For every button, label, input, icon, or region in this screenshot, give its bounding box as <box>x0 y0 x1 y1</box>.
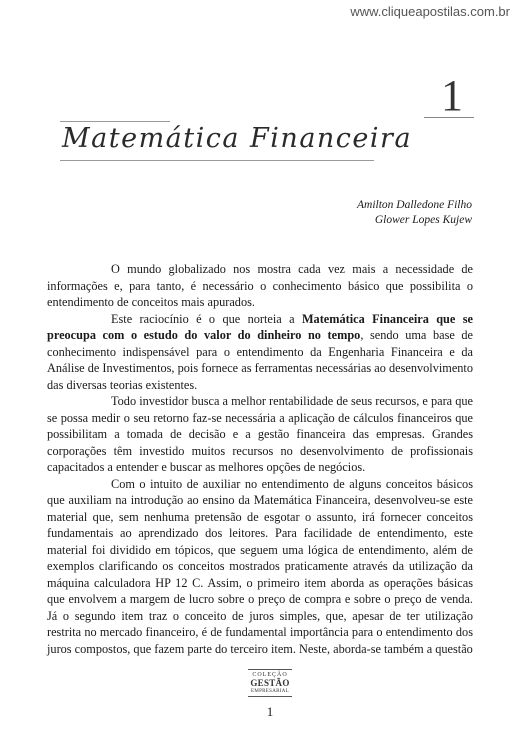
body-text <box>47 261 473 657</box>
chapter-number: 1 <box>441 71 463 120</box>
logo-rule <box>248 669 292 670</box>
page-number: 1 <box>266 704 274 719</box>
logo-line: EMPRESARIAL <box>250 689 290 694</box>
paragraph: O mundo globalizado nos mostra cada vez mais a necessidade de informações e, para tanto, é necessário o conhecimento básico que possibilita o entendimento de conceitos mais apurados. <box>47 262 473 309</box>
site-url[interactable]: www.cliqueapostilas.com.br <box>350 4 510 19</box>
paragraph: Com o intuito de auxiliar no entendimento de alguns conceitos básicos que auxiliam na introdução ao ensino da Matemática Financeira, desenvolveu-se este material que, sem nenhuma pretensão de esgotar o assunto, irá fornecer conceitos fundamentais ao aprendizado dos leitores. Para facilidade de entendimento, este material foi dividido em tópicos, que seguem uma lógica de entendimento, além de exemplos clarificando os conceitos mostrados praticamente através da utilização da máquina calculadora HP 12 C. Assim, o primeiro item aborda as operações básicas que envolvem a margem de lucro sobre o preço de compra e sobre o preço de venda. Já o segundo item traz o conceito de juros simples, que, apesar de ter utilização restrita no mercado financeiro, é de fundamental importância para o entendimento dos juros compostos, que fazem parte do terceiro item. Neste, aborda-se também a questão <box>47 476 473 656</box>
paragraph-text: Este raciocínio é o que norteia a <box>111 311 302 326</box>
chapter-number-rule <box>424 117 474 118</box>
logo-line: GESTÃO <box>250 678 290 688</box>
logo-rule <box>248 696 292 697</box>
chapter-title: Matemática Financeira <box>62 123 413 154</box>
paragraph <box>47 311 473 394</box>
paragraph-text: , sendo uma base de conhecimento indispensável para o entendimento da Engenharia Financeira e da Análise de Investimentos, pois fornece as ferramentas necessárias ao desenvolvimento das diversas teorias existentes. <box>47 328 473 392</box>
authors-block <box>260 198 472 228</box>
author-name: Amilton Dalledone Filho <box>357 199 472 211</box>
logo-line: COLEÇÃO <box>252 672 288 678</box>
colecao-gestao-logo <box>244 669 296 697</box>
paragraph: Todo investidor busca a melhor rentabilidade de seus recursos, e para que se possa medir o seu retorno faz-se necessária a aplicação de cálculos financeiros que possibilitam a tomada de decisão e a gestão financeira das empresas. Grandes corporações têm investido muitos recursos no desenvolvimento de profissionais capacitados a entender e buscar as melhores opções de negócios. <box>47 394 473 474</box>
title-bottom-rule <box>60 160 374 161</box>
bold-emphasis: Matemática Financeira que se preocupa com o estudo do valor do dinheiro no tempo <box>47 311 473 342</box>
title-top-rule <box>60 121 170 122</box>
author-name: Glower Lopes Kujew <box>374 214 472 226</box>
